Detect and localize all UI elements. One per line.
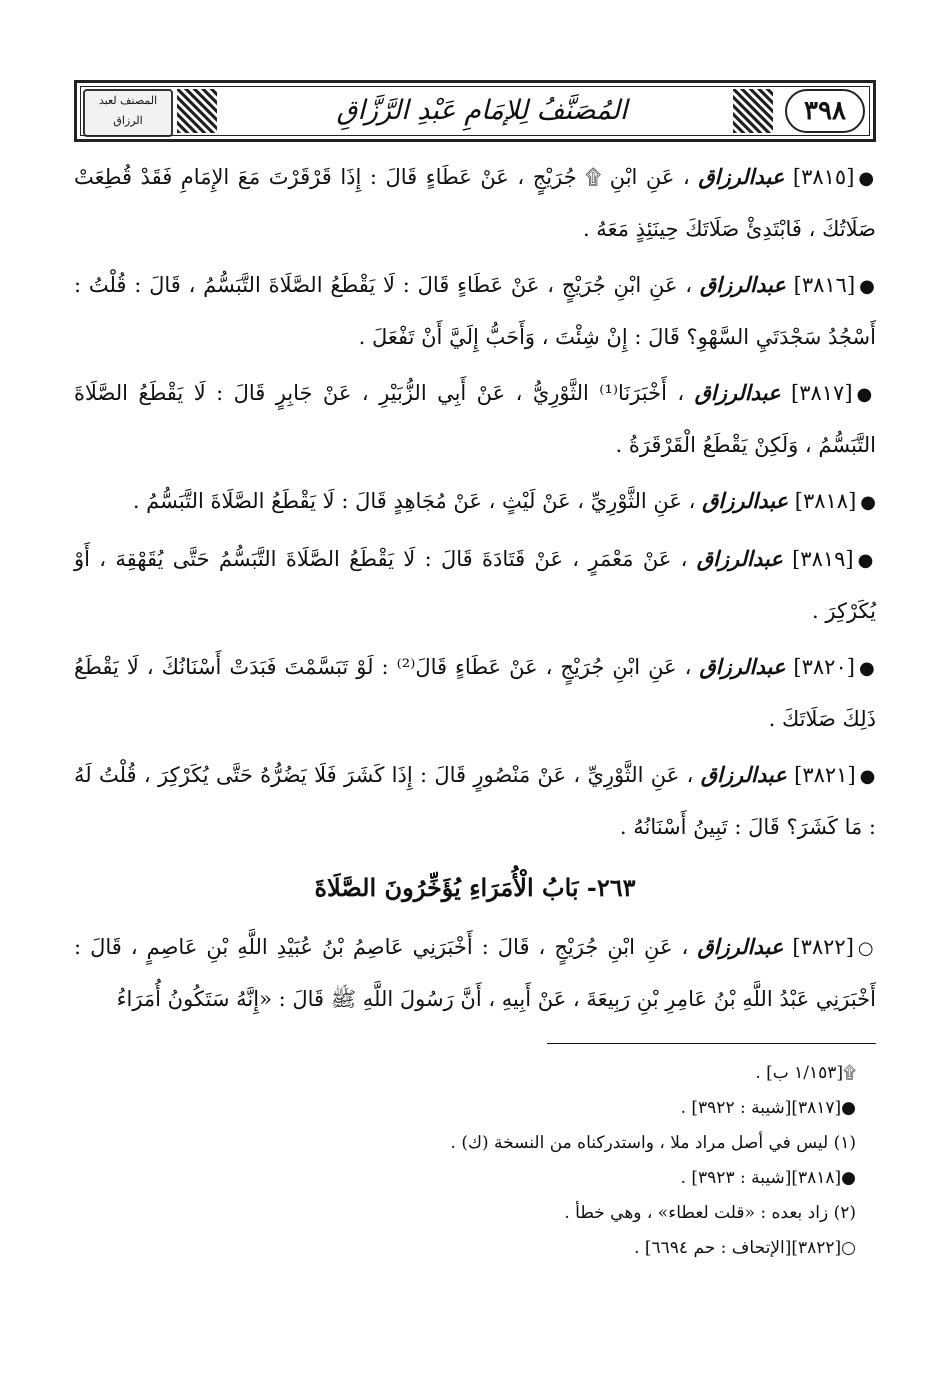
hadith-entry	[74, 260, 876, 362]
entry-number: [٣٨١٨]	[794, 489, 857, 513]
footnote: (١) ليس في أصل مراد ملا ، واستدركناه من النسخة (ك) .	[450, 1133, 856, 1153]
entry-text: ، عَنِ ابْنِ جُرَيْجٍ ، عَنْ عَطَاءٍ قَالَ⁽²⁾ : لَوْ تَبَسَّمْتَ فَبَدَتْ أَسْنَانُكَ ، لَا يَقْطَعُ ذَلِكَ صَلَاتَكَ .	[74, 655, 876, 731]
entry-number: [٣٨٢١]	[794, 763, 856, 787]
author-name: عبدالرزاق	[694, 380, 781, 405]
hadith-entry	[74, 922, 876, 1024]
bullet-marker: ●	[860, 492, 876, 513]
footnote: ●[٣٨١٨][شيبة : ٣٩٢٣] .	[680, 1168, 856, 1188]
entry-text: ، عَنِ الثَّوْرِيِّ ، عَنْ مَنْصُورٍ قَالَ : إِذَا كَشَرَ فَلَا يَضُرُّهُ حَتَّى يُكَرْكِرَ ، قُلْتُ لَهُ : مَا كَشَرَ؟ قَالَ : تَبِينُ أَسْنَانُهُ .	[74, 763, 876, 839]
entry-number: [٣٨٢٢]	[792, 935, 854, 959]
entry-number: [٣٨١٦]	[793, 273, 856, 297]
ornament-right	[733, 89, 773, 133]
bullet-marker: ●	[857, 550, 876, 571]
author-name: عبدالرزاق	[698, 164, 785, 189]
book-seal-emblem	[83, 89, 173, 137]
page-number: ٣٩٨	[785, 89, 865, 133]
author-name: عبدالرزاق	[699, 654, 786, 679]
entry-text: ، عَنْ مَعْمَرٍ ، عَنْ قَتَادَةَ قَالَ : لَا يَقْطَعُ الصَّلَاةَ التَّبَسُّمُ حَتَّى يُقَهْقِهَ ، أَوْ يُكَرْكِرَ .	[74, 547, 876, 623]
author-name: عبدالرزاق	[699, 272, 786, 297]
entry-text: ، عَنِ ابْنِ ۩ جُرَيْجٍ ، عَنْ عَطَاءٍ قَالَ : إِذَا قَرْقَرْتَ مَعَ الإِمَامِ فَقَدْ قُطِعَتْ صَلَاتُكَ ، فَابْتَدِئْ صَلَاتَكَ حِينَئِذٍ مَعَهُ .	[74, 165, 876, 241]
main-text	[74, 152, 876, 1030]
author-name: عبدالرزاق	[702, 488, 789, 513]
footnotes	[74, 1056, 856, 1266]
entry-text: ، عَنِ ابْنِ جُرَيْجٍ ، عَنْ عَطَاءٍ قَالَ : لَا يَقْطَعُ الصَّلَاةَ التَّبَسُّمُ ، قَالَ : قُلْتُ : أَسْجُدُ سَجْدَتَيِ السَّهْوِ؟ قَالَ : إِنْ شِئْتَ ، وَأَحَبُّ إِلَيَّ أَنْ تَفْعَلَ .	[74, 273, 876, 349]
footnote-divider	[547, 1043, 876, 1044]
chapter-heading: ٢٦٣- بَابُ الْأُمَرَاءِ يُؤَخِّرُونَ الصَّلَاةَ	[314, 873, 636, 902]
footnote: ○[٣٨٢٢][الإتحاف : حم ٦٦٩٤] .	[634, 1238, 856, 1258]
entry-number: [٣٨١٧]	[790, 381, 853, 405]
bullet-marker: ●	[859, 276, 876, 297]
bullet-marker: ●	[858, 168, 876, 189]
bullet-marker: ●	[856, 384, 876, 405]
hadith-entry	[74, 642, 876, 744]
hadith-entry	[74, 476, 876, 528]
ornament-left	[177, 89, 217, 133]
footnote: ●[٣٨١٧][شيبة : ٣٩٢٢] .	[680, 1098, 856, 1118]
hadith-entry	[74, 368, 876, 470]
hadith-entry	[74, 750, 876, 852]
hadith-entry	[74, 534, 876, 636]
author-name: عبدالرزاق	[700, 762, 787, 787]
entry-number: [٣٨٢٠]	[793, 655, 855, 679]
bullet-marker: ●	[859, 766, 876, 787]
author-name: عبدالرزاق	[697, 934, 784, 959]
entry-text: ، عَنِ ابْنِ جُرَيْجٍ ، قَالَ : أَخْبَرَنِي عَاصِمُ بْنُ عُبَيْدِ اللَّهِ بْنِ عَاصِمٍ ، قَالَ : أَخْبَرَنِي عَبْدُ اللَّهِ بْنُ عَامِرِ بْنِ رَبِيعَةَ ، عَنْ أَبِيهِ ، أَنَّ رَسُولَ اللَّهِ ﷺ قَالَ : «إِنَّهُ سَتَكُونُ أُمَرَاءُ	[74, 935, 876, 1011]
footnote: ۩[١/١٥٣ ب] .	[755, 1063, 856, 1083]
bullet-marker: ●	[858, 658, 876, 679]
book-title: المُصَنَّفُ لِلإمَامِ عَبْدِ الرَّزَّاقِ	[336, 95, 628, 126]
hadith-entry	[74, 152, 876, 254]
entry-number: [٣٨١٥]	[792, 165, 855, 189]
seal-text: المصنف لعبد الرزاق	[98, 94, 158, 127]
entry-number: [٣٨١٩]	[792, 547, 854, 571]
entry-text: ، عَنِ الثَّوْرِيِّ ، عَنْ لَيْثٍ ، عَنْ مُجَاهِدٍ قَالَ : لَا يَقْطَعُ الصَّلَاةَ التَّبَسُّمُ .	[132, 489, 696, 513]
page-header	[74, 80, 876, 142]
author-name: عبدالرزاق	[696, 546, 783, 571]
bullet-marker: ○	[857, 938, 876, 959]
footnote: (٢) زاد بعده : «قلت لعطاء» ، وهي خطأ .	[564, 1203, 856, 1223]
entry-text: ، أَخْبَرَنَا⁽¹⁾ الثَّوْرِيُّ ، عَنْ أَبِي الزُّبَيْرِ ، عَنْ جَابِرٍ قَالَ : لَا يَقْطَعُ الصَّلَاةَ التَّبَسُّمُ ، وَلَكِنْ يَقْطَعُ الْقَرْقَرَةُ .	[74, 381, 876, 457]
